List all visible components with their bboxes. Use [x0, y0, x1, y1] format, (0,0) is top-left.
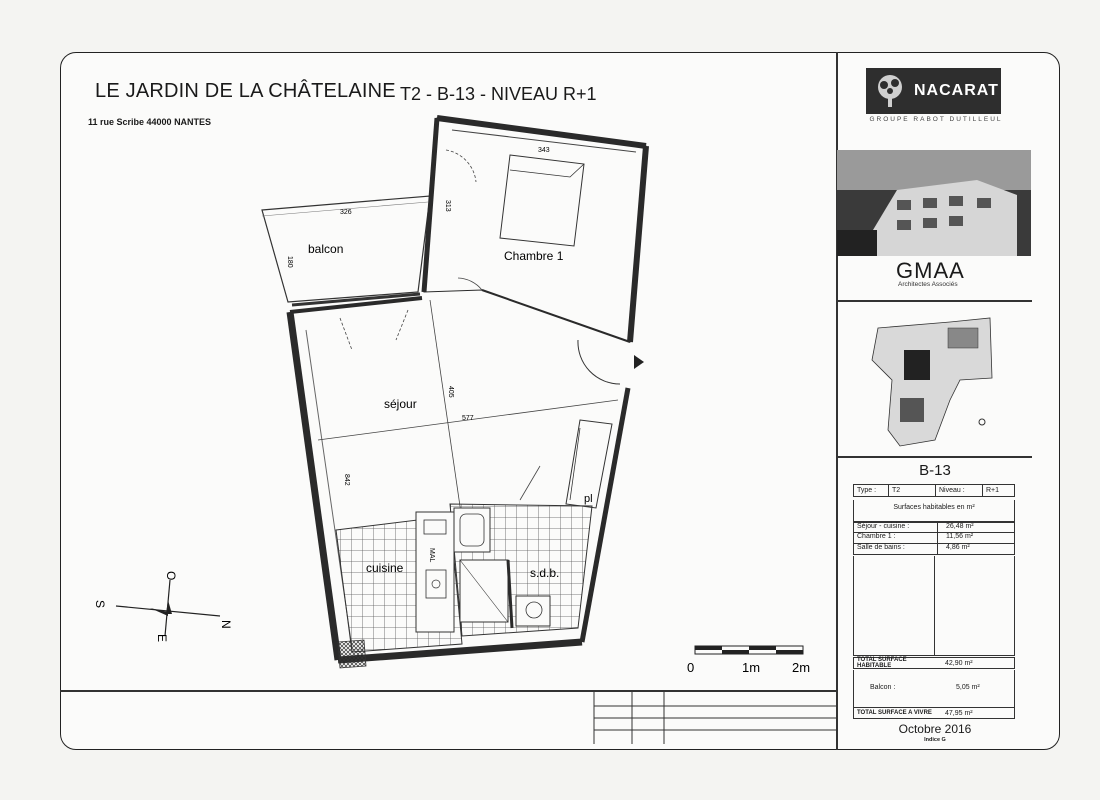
svg-text:2m: 2m	[792, 660, 811, 675]
surfaces-blank-area	[853, 556, 1015, 656]
total-vivre-label: TOTAL SURFACE A VIVRE	[857, 710, 932, 716]
lot-number: B-13	[919, 462, 951, 479]
room-label-sdb: s.d.b.	[530, 566, 560, 580]
surface-label: Salle de bains :	[854, 544, 938, 554]
dim-balcon-depth: 180	[286, 256, 293, 268]
architect-logo: GMAA	[896, 258, 965, 283]
total-vivre-row	[853, 707, 1015, 719]
level-value: R+1	[983, 485, 1015, 497]
surfaces-title: Surfaces habitables en m²	[853, 500, 1015, 522]
balcony-label: Balcon :	[870, 684, 896, 691]
surface-row	[853, 544, 1015, 555]
key-plan	[862, 310, 992, 450]
surface-value: 11,56 m²	[946, 533, 974, 540]
group-name: GROUPE RABOT DUTILLEUL	[869, 116, 1003, 123]
surface-row	[853, 533, 1015, 544]
type-label: Type :	[854, 485, 889, 497]
svg-text:O: O	[164, 571, 178, 581]
door-swings	[340, 150, 644, 384]
room-label-sejour: séjour	[384, 397, 417, 411]
room-label-balcon: balcon	[308, 242, 344, 256]
kitchen-fittings	[416, 512, 454, 632]
closet	[520, 420, 612, 508]
dim-sejour-width: 577	[462, 415, 474, 422]
panel-rule-2	[836, 456, 1032, 458]
surface-row	[853, 522, 1015, 533]
total-habitable-label: TOTAL SURFACE HABITABLE	[857, 657, 907, 669]
building-photo	[837, 150, 1031, 256]
plan-date: Octobre 2016	[898, 722, 972, 736]
svg-text:MAL: MAL	[428, 548, 435, 563]
developer-name: NACARAT	[914, 82, 999, 99]
surface-value: 26,48 m²	[946, 523, 974, 530]
bed	[500, 155, 584, 246]
surfaces-rows	[853, 522, 1015, 555]
total-vivre-value: 47,95 m²	[945, 709, 973, 717]
svg-text:E: E	[155, 634, 169, 643]
room-label-cuisine: cuisine	[366, 561, 404, 575]
dim-chambre-width: 343	[538, 147, 550, 154]
room-label-chambre: Chambre 1	[504, 249, 564, 263]
dim-cuisine-depth: 842	[343, 474, 350, 486]
project-title: LE JARDIN DE LA CHÂTELAINE	[95, 80, 396, 102]
total-habitable-row	[853, 657, 1015, 669]
room-label-placard: pl	[584, 493, 593, 505]
svg-text:N: N	[219, 620, 233, 629]
footer-divider	[60, 690, 838, 692]
nacarat-logo	[866, 68, 1001, 114]
project-address: 11 rue Scribe 44000 NANTES	[88, 117, 212, 127]
tree-icon	[872, 73, 908, 109]
unit-title: T2 - B-13 - NIVEAU R+1	[400, 84, 597, 104]
surface-label: Séjour - cuisine :	[854, 523, 938, 532]
svg-text:0: 0	[687, 660, 695, 675]
total-habitable-value: 42,90 m²	[945, 659, 973, 667]
footer-table	[594, 692, 838, 744]
panel-rule-1	[836, 300, 1032, 302]
level-label: Niveau :	[936, 485, 983, 497]
type-value: T2	[889, 485, 936, 497]
plan-index: Indice G	[924, 737, 946, 743]
bedroom-walls	[424, 118, 646, 342]
svg-text:1m: 1m	[742, 660, 761, 675]
architect-subtitle: Architectes Associés	[898, 281, 958, 288]
dim-chambre-depth: 313	[444, 200, 451, 212]
balcony-value: 5,05 m²	[956, 684, 980, 691]
type-level-table	[853, 484, 1015, 497]
compass-rose	[93, 571, 233, 642]
surface-value: 4,86 m²	[946, 544, 970, 551]
surface-label: Chambre 1 :	[854, 533, 938, 543]
scale-bar	[687, 646, 810, 675]
svg-text:S: S	[93, 600, 107, 609]
dim-sejour-depth: 405	[447, 386, 454, 398]
dim-balcon-width: 326	[340, 209, 352, 216]
balcony-row	[853, 670, 1015, 708]
